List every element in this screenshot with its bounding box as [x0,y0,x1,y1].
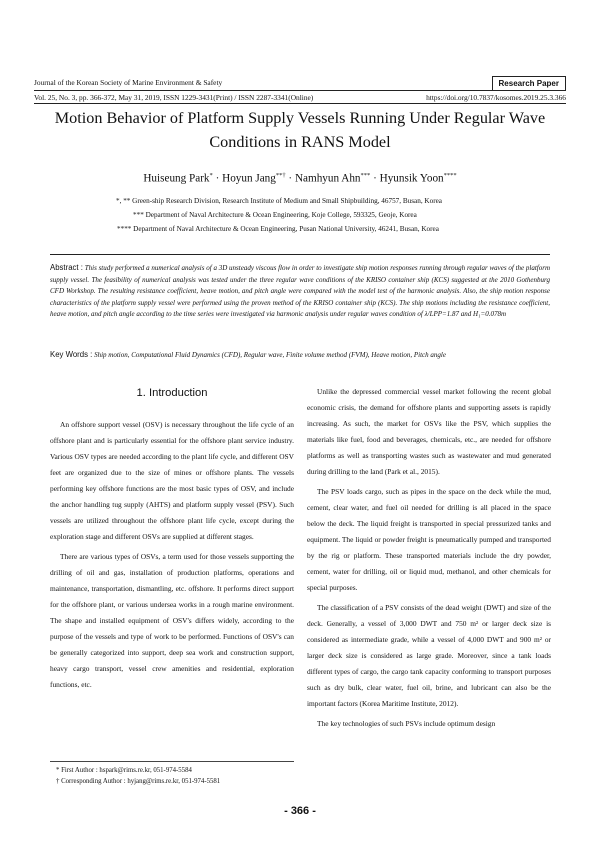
keywords [50,350,560,359]
author-name: Namhyun Ahn [294,172,361,185]
affiliation: *** Department of Naval Architecture & Ocean Engineering, Koje College, 593325, Geoje, Korea [133,211,417,219]
author-name: Hyunsik Yoon [379,172,444,185]
author-separator: · [288,172,293,185]
body-column-right [307,384,551,732]
page-number: - 366 - [284,805,316,817]
paragraph: There are various types of OSVs, a term used for those vessels supporting the drilling of oil and gas, installation of production platforms, operations and maintenance, transportation, dismantling, etc. offshore. It performs direct support for the offshore plant, or various undersea works in a rough marine environment. The shape and installed equipment of OSV's differs widely, according to the purpose of the vessels and type of work to be performed. Functions of OSV's can be generally categorized into support, deep sea work and construction support, heavy cargo transport, vessel crew amenities and residential, exploration functions, etc. [50,552,294,689]
author-separator: · [215,172,220,185]
paragraph: The PSV loads cargo, such as pipes in the space on the deck while the mud, cement, clear water, and fuel oil needed for drilling is all placed in the space below the deck. The liquid freight is transported in special pressurized tanks and equipment. The liquid or powder freight is pneumatically pumped and transported by the rig or platform. These transported materials include the dry powder, cement, water for drilling, oil or liquid mud, methanol, and other chemicals for special purposes. [307,487,551,592]
paragraph: The classification of a PSV consists of the dead weight (DWT) and size of the deck. Generally, a vessel of 3,000 DWT and 750 m² or larger deck size is considered as intermediate grade, while a vessel of 4,000 DWT and 900 m² or larger deck size is considered as large grade. Moreover, since a tank loads different types of cargo, the cargo tank capacity conforming to transport purposes such as dry bulk, clear water, fuel oil, brine, and lubricant can also be the important factors (Korea Maritime Institute, 2012). [307,603,551,708]
author-name: Huiseung Park [143,172,210,185]
footnote-first-author: * First Author : hspark@rims.re.kr, 051-974-5584 [56,767,192,774]
paragraph: An offshore support vessel (OSV) is necessary throughout the life cycle of an offshore plant and is particularly essential for the offshore plant service industry. Various OSV types are needed according to the plant life cycle, and different OSV feet are organized due to the size of mines or offshore plants. The vessels performing key offshore functions are the most basic types of OSV, and include the anchor handling tug supply (AHTS) and platform supply vessel (PSV). Such vessels are utilized throughout the offshore plant life cycle, except during the exploration stage and different OSVs are supplied at different stages. [50,420,294,541]
author-list [30,172,570,185]
keywords-label: Key Words : [50,350,93,359]
author-separator: · [373,172,377,185]
paper-title [30,106,570,154]
author-mark: **† [275,172,286,179]
abstract [50,262,550,321]
header-rule-bottom [34,103,566,104]
paragraph: Unlike the depressed commercial vessel market following the recent global economic crisis, the demand for offshore plants and supporting assets is rapidly increasing. As such, the market for OSVs like the PSV, which supplies the materials like fuel, food and beverages, chemicals, etc., are needed for offshore platforms as well as transporting wastes such as wastewater and mud generated during drilling to the land (Park et al., 2015). [307,387,551,476]
header-rule-top [34,90,566,91]
author-mark: * [209,172,213,179]
keywords-text: Ship motion, Computational Fluid Dynamics (CFD), Regular wave, Finite volume method (FVM), Heave motion, Pitch angle [94,351,446,359]
footnote-rule [50,761,294,762]
title-line-2: Conditions in RANS Model [209,133,391,151]
paper-type-badge: Research Paper [492,76,566,91]
abstract-rule [50,254,550,255]
affiliation: *, ** Green-ship Research Division, Research Institute of Medium and Small Shipbuilding, 46757, Busan, Korea [116,197,442,205]
abstract-text: This study performed a numerical analysis of a 3D unsteady viscous flow in order to investigate ship motion responses running through regular waves of the platform supply vessel. The feasibility of numerical analysis was tested under the three regular wave conditions of the KRISO container ship (KCS) suggested at the 2010 Gothenburg CFD Workshop. The resulting resistance coefficient, heave motion, and pitch angle were compared with the model test of the harmonic analysis. Also, the ship motion response characteristics of the platform supply vessel were performed using the proven method of the KRISO container ship (KCS). The ship motions including the resistance coefficient, heave motion, and pitch angle according to the time series were investigated via harmonic analysis under regular waves condition of λ/LPP=1.87 and H₁=0.078m [50,264,551,319]
author-mark: **** [443,172,457,179]
body-column-left [50,417,294,693]
affiliation: **** Department of Naval Architecture & Ocean Engineering, Pusan National University, 46241, Busan, Korea [117,225,439,233]
volume-line: Vol. 25, No. 3, pp. 366-372, May 31, 2019, ISSN 1229-3431(Print) / ISSN 2287-3341(Online) [34,93,314,102]
footnote-corresponding-author: † Corresponding Author : hyjang@rims.re.kr, 051-974-5581 [56,778,221,785]
author-mark: *** [360,172,371,179]
author-name: Hoyun Jang [222,172,276,185]
title-line-1: Motion Behavior of Platform Supply Vessels Running Under Regular Wave [54,109,546,127]
journal-name: Journal of the Korean Society of Marine Environment & Safety [34,78,223,87]
abstract-label: Abstract : [50,263,83,272]
paragraph: The key technologies of such PSVs include optimum design [317,719,496,728]
doi-link[interactable]: https://doi.org/10.7837/kosomes.2019.25.3.366 [426,93,566,102]
section-heading: 1. Introduction [136,387,208,399]
